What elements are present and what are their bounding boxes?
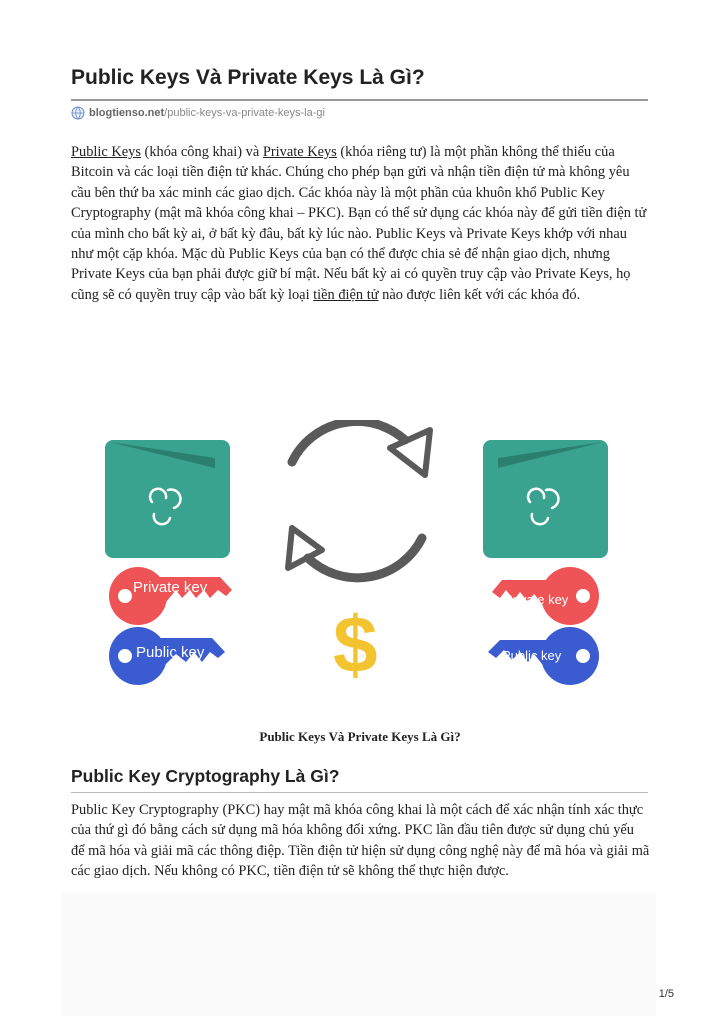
section-paragraph: Public Key Cryptography (PKC) hay mật mã khóa công khai là một cách để xác nhận tính xác thực của thứ gì đó bằng cách sử dụng mã hóa không đối xứng. PKC lần đầu tiên được sử dụng chủ yếu để mã hóa và giải mã các thông điệp. Tiền điện tử hiện sử dụng công nghệ này để mã hóa và giải mã các giao dịch. Nếu không có PKC, tiền điện tử sẽ không thể thực hiện được. [71, 802, 650, 880]
source-domain: blogtienso.net [89, 107, 165, 119]
section-heading: Public Key Cryptography Là Gì? [71, 766, 340, 786]
right-wallet-icon [483, 440, 608, 558]
private-key-left-icon [109, 567, 232, 625]
intro-text-1: (khóa công khai) và [140, 144, 263, 160]
public-key-right-label: Public key [502, 648, 562, 663]
link-public-keys[interactable]: Public Keys [71, 144, 141, 160]
dollar-icon: $ [333, 600, 378, 689]
private-key-left-label: Private key [133, 579, 208, 596]
intro-paragraph [71, 142, 651, 305]
keys-illustration [100, 420, 620, 690]
public-key-left-label: Public key [136, 644, 205, 661]
globe-icon [71, 106, 85, 120]
title-divider [71, 99, 648, 101]
intro-text-2: (khóa riêng tư) là một phần không thể thiếu của Bitcoin và các loại tiền điện tử khác. Chúng cho phép bạn gửi và nhận tiền điện tử mà không yêu cầu bên thứ ba xác minh các giao dịch. Các khóa này là một phần của khuôn khổ Public Key Cryptography (mật mã khóa công khai – PKC). Bạn có thể sử dụng các khóa này để gửi tiền điện tử của mình cho bất kỳ ai, ở bất kỳ đâu, bất kỳ lúc nào. Public Keys và Private Keys khớp với nhau như một cặp khóa. Mặc dù Public Keys của bạn có thể được chia sẻ để nhận giao dịch, nhưng Private Keys của bạn phải được giữ bí mật. Nếu bất kỳ ai có quyền truy cập vào Private Keys, họ cũng sẽ có quyền truy cập vào bất kỳ loại [71, 144, 647, 303]
page-number: 1/5 [658, 988, 674, 1000]
page-shade [62, 892, 656, 1016]
link-crypto[interactable]: tiền điện tử [313, 286, 379, 303]
private-key-right-label: Private key [504, 592, 569, 607]
source-path: /public-keys-va-private-keys-la-gi [164, 107, 325, 119]
link-private-keys[interactable]: Private Keys [262, 144, 337, 160]
intro-text-3: nào được liên kết với các khóa đó. [378, 286, 581, 303]
source-url[interactable] [71, 106, 325, 120]
section-divider [71, 792, 648, 793]
left-wallet-icon [105, 440, 230, 558]
page-title: Public Keys Và Private Keys Là Gì? [71, 66, 425, 89]
figure-caption: Public Keys Và Private Keys Là Gì? [259, 729, 461, 744]
